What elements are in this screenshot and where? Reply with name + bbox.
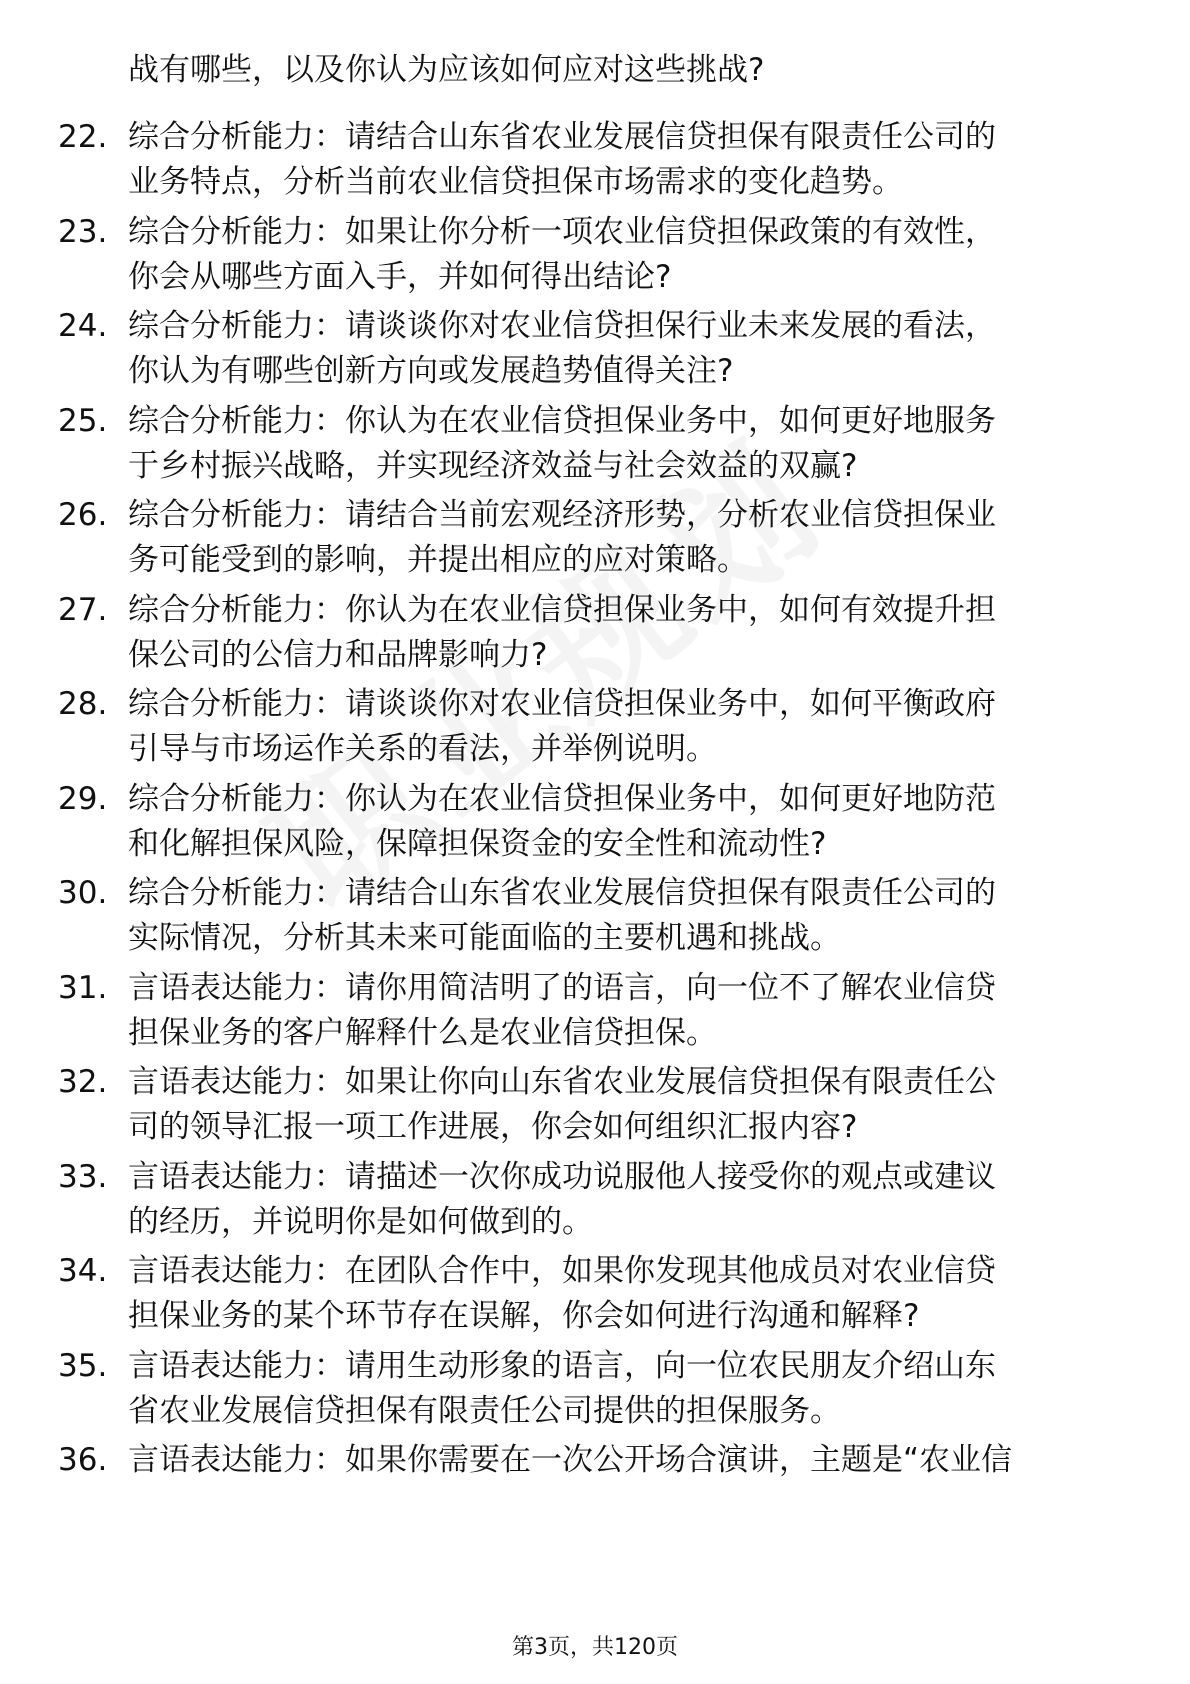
question-text-line: 言语表达能力：请你用简洁明了的语言，向一位不了解农业信贷 — [128, 969, 996, 1006]
question-text-line: 言语表达能力：在团队合作中，如果你发现其他成员对农业信贷 — [128, 1253, 996, 1289]
question-text-line: 引导与市场运作关系的看法，并举例说明。 — [128, 731, 717, 767]
question-text-line: 综合分析能力：如果让你分析一项农业信贷担保政策的有效性， — [128, 213, 996, 250]
question-number: 24. — [58, 308, 108, 344]
question-item — [58, 399, 1138, 490]
question-text-line: 综合分析能力：请结合当前宏观经济形势，分析农业信贷担保业 — [128, 497, 996, 533]
question-list — [58, 115, 1138, 1533]
question-number: 23. — [58, 213, 108, 250]
question-text-line: 言语表达能力：如果你需要在一次公开场合演讲，主题是“农业信 — [128, 1442, 1013, 1478]
question-number: 22. — [58, 119, 108, 155]
question-number: 33. — [58, 1158, 108, 1195]
question-item — [58, 871, 1138, 962]
question-number: 36. — [58, 1442, 108, 1478]
question-number: 30. — [58, 875, 108, 911]
question-text-line: 言语表达能力：如果让你向山东省农业发展信贷担保有限责任公 — [128, 1064, 996, 1100]
question-text-line: 综合分析能力：请谈谈你对农业信贷担保业务中，如何平衡政府 — [128, 686, 996, 722]
question-item — [58, 304, 1138, 395]
question-text-line: 言语表达能力：请描述一次你成功说服他人接受你的观点或建议 — [128, 1158, 996, 1195]
question-number: 35. — [58, 1347, 108, 1384]
question-text-line: 业务特点，分析当前农业信贷担保市场需求的变化趋势。 — [128, 164, 903, 200]
question-text-line: 的经历，并说明你是如何做到的。 — [128, 1203, 593, 1240]
question-number: 25. — [58, 402, 108, 439]
question-number: 31. — [58, 969, 108, 1006]
question-text-line: 综合分析能力：你认为在农业信贷担保业务中，如何更好地防范 — [128, 780, 996, 817]
question-text-line: 于乡村振兴战略，并实现经济效益与社会效益的双赢? — [128, 447, 858, 484]
question-text-line: 保公司的公信力和品牌影响力? — [128, 636, 548, 673]
question-item — [58, 682, 1138, 773]
question-number: 32. — [58, 1064, 108, 1100]
question-number: 27. — [58, 591, 108, 628]
question-text-line: 司的领导汇报一项工作进展，你会如何组织汇报内容? — [128, 1109, 858, 1145]
question-number: 28. — [58, 686, 108, 722]
question-item — [58, 1438, 1138, 1529]
question-text-line: 务可能受到的影响，并提出相应的应对策略。 — [128, 542, 748, 578]
question-item — [58, 115, 1138, 206]
question-text-line: 你认为有哪些创新方向或发展趋势值得关注? — [128, 353, 734, 389]
continuation-line: 战有哪些，以及你认为应该如何应对这些挑战? — [128, 52, 765, 88]
question-text-line: 和化解担保风险，保障担保资金的安全性和流动性? — [128, 825, 827, 862]
question-text-line: 你会从哪些方面入手，并如何得出结论? — [128, 258, 672, 295]
question-item — [58, 1060, 1138, 1151]
question-text-line: 综合分析能力：请谈谈你对农业信贷担保行业未来发展的看法， — [128, 308, 996, 344]
question-text-line: 省农业发展信贷担保有限责任公司提供的担保服务。 — [128, 1392, 841, 1429]
question-number: 26. — [58, 497, 108, 533]
question-item — [58, 210, 1138, 301]
question-text-line: 综合分析能力：你认为在农业信贷担保业务中，如何更好地服务 — [128, 402, 996, 439]
question-item — [58, 966, 1138, 1057]
question-number: 34. — [58, 1253, 108, 1289]
question-text-line: 综合分析能力：你认为在农业信贷担保业务中，如何有效提升担 — [128, 591, 996, 628]
question-text-line: 综合分析能力：请结合山东省农业发展信贷担保有限责任公司的 — [128, 119, 996, 155]
question-text-line: 实际情况，分析其未来可能面临的主要机遇和挑战。 — [128, 920, 841, 956]
question-item — [58, 777, 1138, 868]
question-number: 29. — [58, 780, 108, 817]
question-item — [58, 1344, 1138, 1435]
question-text-line: 担保业务的某个环节存在误解，你会如何进行沟通和解释? — [128, 1298, 920, 1334]
question-text-line: 综合分析能力：请结合山东省农业发展信贷担保有限责任公司的 — [128, 875, 996, 911]
question-item — [58, 493, 1138, 584]
question-item — [58, 1155, 1138, 1246]
question-item — [58, 588, 1138, 679]
question-item — [58, 1249, 1138, 1340]
page-footer: 第3页，共120页 — [512, 1635, 678, 1660]
question-text-line: 言语表达能力：请用生动形象的语言，向一位农民朋友介绍山东 — [128, 1347, 996, 1384]
question-text-line: 担保业务的客户解释什么是农业信贷担保。 — [128, 1014, 717, 1051]
